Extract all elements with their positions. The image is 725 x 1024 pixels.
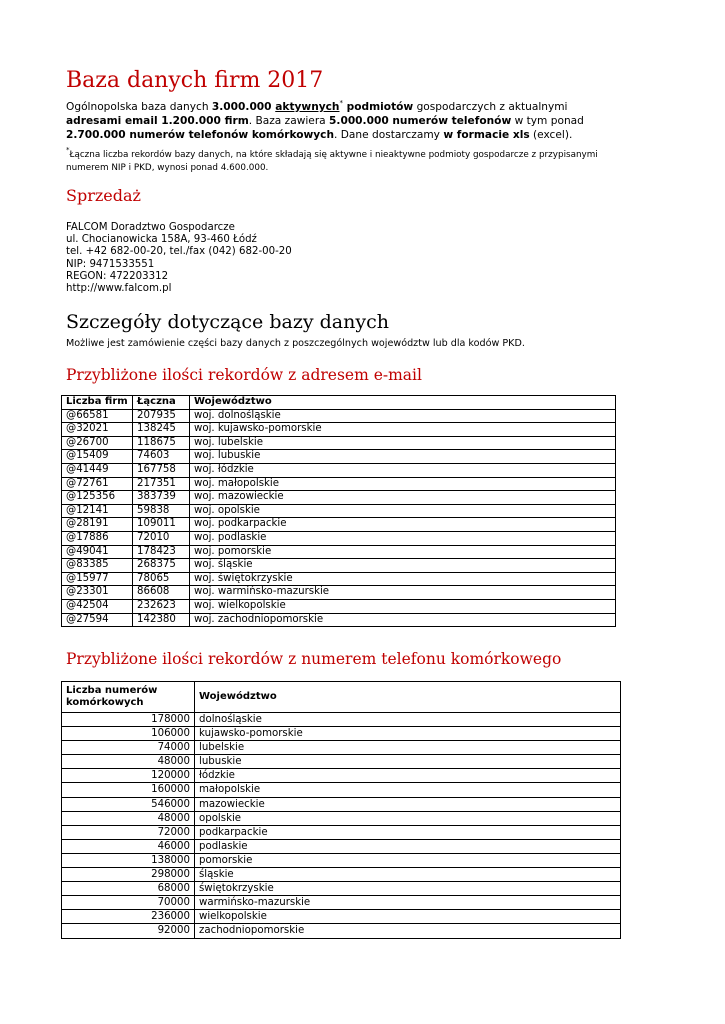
cell-voivodeship: woj. małopolskie (190, 477, 616, 491)
cell-voivodeship: woj. zachodniopomorskie (190, 613, 616, 627)
contact-regon: REGON: 472203312 (66, 270, 169, 282)
cell-total: 207935 (133, 409, 190, 423)
cell-mobile-count: 92000 (62, 924, 195, 938)
cell-voivodeship: woj. wielkopolskie (190, 599, 616, 613)
cell-voivodeship: woj. warmińsko-mazurskie (190, 586, 616, 600)
cell-mobile-count: 138000 (62, 853, 195, 867)
cell-mobile-count: 74000 (62, 741, 195, 755)
cell-firms: @26700 (62, 436, 133, 450)
cell-mobile-count: 48000 (62, 755, 195, 769)
cell-voivodeship: woj. opolskie (190, 504, 616, 518)
contact-company: FALCOM Doradztwo Gospodarcze (66, 222, 235, 233)
intro-text-4: w tym ponad (511, 115, 584, 127)
cell-voivodeship: woj. podkarpackie (190, 518, 616, 532)
table-row (62, 586, 616, 600)
table-row (62, 811, 621, 825)
table-row (62, 882, 621, 896)
cell-voivodeship: opolskie (195, 811, 621, 825)
intro-text-2: gospodarczych z aktualnymi (413, 101, 568, 113)
cell-mobile-count: 48000 (62, 811, 195, 825)
intro-format: w formacie xls (443, 129, 530, 141)
intro-text-5: . Dane dostarczamy (334, 129, 444, 141)
cell-total: 109011 (133, 518, 190, 532)
table-row (62, 599, 616, 613)
contact-nip: NIP: 9471533551 (66, 258, 155, 270)
cell-total: 59838 (133, 504, 190, 518)
table-row (62, 613, 616, 627)
table-row (62, 436, 616, 450)
cell-total: 232623 (133, 599, 190, 613)
cell-mobile-count: 178000 (62, 713, 195, 727)
email-col-firms: Liczba firm (62, 396, 133, 410)
cell-total: 86608 (133, 586, 190, 600)
table-row (62, 491, 616, 505)
phone-section-heading: Przybliżone ilości rekordów z numerem telefonu komórkowego (66, 650, 562, 668)
cell-mobile-count: 546000 (62, 797, 195, 811)
phone-records-table (61, 681, 621, 939)
cell-mobile-count: 72000 (62, 825, 195, 839)
cell-total: 74603 (133, 450, 190, 464)
cell-mobile-count: 106000 (62, 727, 195, 741)
table-row (62, 504, 616, 518)
cell-firms: @32021 (62, 423, 133, 437)
table-row (62, 477, 616, 491)
cell-total: 167758 (133, 463, 190, 477)
cell-total: 383739 (133, 491, 190, 505)
cell-mobile-count: 68000 (62, 882, 195, 896)
cell-voivodeship: lubelskie (195, 741, 621, 755)
table-row (62, 755, 621, 769)
email-records-table (61, 395, 616, 627)
cell-voivodeship: podlaskie (195, 839, 621, 853)
cell-voivodeship: woj. podlaskie (190, 531, 616, 545)
cell-voivodeship: warmińsko-mazurskie (195, 896, 621, 910)
table-row (62, 868, 621, 882)
table-row (62, 783, 621, 797)
email-col-voivodeship: Województwo (190, 396, 616, 410)
table-row (62, 713, 621, 727)
intro-text-3: . Baza zawiera (248, 115, 330, 127)
cell-total: 78065 (133, 572, 190, 586)
intro-mobile-count: 2.700.000 numerów telefonów komórkowych (66, 129, 334, 141)
email-section-heading: Przybliżone ilości rekordów z adresem e-mail (66, 366, 422, 384)
cell-voivodeship: woj. mazowieckie (190, 491, 616, 505)
email-col-total: Łączna (133, 396, 190, 410)
cell-voivodeship: świętokrzyskie (195, 882, 621, 896)
table-row (62, 409, 616, 423)
table-row (62, 839, 621, 853)
phone-col-count: Liczba numerów komórkowych (62, 682, 195, 713)
cell-total: 118675 (133, 436, 190, 450)
intro-email-count: adresami email 1.200.000 firm (66, 115, 249, 127)
cell-firms: @49041 (62, 545, 133, 559)
page-title: Baza danych firm 2017 (66, 68, 324, 93)
cell-voivodeship: podkarpackie (195, 825, 621, 839)
phone-col-voivodeship: Województwo (195, 682, 621, 713)
table-row (62, 825, 621, 839)
email-table-header (62, 396, 616, 410)
cell-voivodeship: woj. świętokrzyskie (190, 572, 616, 586)
table-row (62, 727, 621, 741)
intro-footnote-mark: * (339, 99, 343, 107)
intro-count-firms: 3.000.000 (211, 101, 276, 113)
cell-voivodeship: kujawsko-pomorskie (195, 727, 621, 741)
table-row (62, 559, 616, 573)
cell-voivodeship: woj. lubelskie (190, 436, 616, 450)
intro-text-6: (excel). (529, 129, 573, 141)
cell-mobile-count: 46000 (62, 839, 195, 853)
intro-entities: podmiotów (342, 101, 414, 113)
cell-total: 142380 (133, 613, 190, 627)
cell-mobile-count: 70000 (62, 896, 195, 910)
cell-voivodeship: woj. dolnośląskie (190, 409, 616, 423)
phone-table-header (62, 682, 621, 713)
cell-firms: @15409 (62, 450, 133, 464)
table-row (62, 423, 616, 437)
contact-block (66, 222, 292, 295)
cell-firms: @17886 (62, 531, 133, 545)
table-row (62, 463, 616, 477)
cell-voivodeship: woj. śląskie (190, 559, 616, 573)
contact-address: ul. Chocianowicka 158A, 93-460 Łódź (66, 234, 257, 246)
footnote-mark: * (66, 146, 70, 154)
cell-voivodeship: pomorskie (195, 853, 621, 867)
cell-voivodeship: zachodniopomorskie (195, 924, 621, 938)
details-text: Możliwe jest zamówienie części bazy danych z poszczególnych województw lub dla kodów PKD. (66, 338, 525, 349)
cell-firms: @28191 (62, 518, 133, 532)
footnote (66, 146, 626, 175)
table-row (62, 450, 616, 464)
table-row (62, 853, 621, 867)
cell-mobile-count: 298000 (62, 868, 195, 882)
cell-firms: @15977 (62, 572, 133, 586)
cell-firms: @66581 (62, 409, 133, 423)
cell-voivodeship: lubuskie (195, 755, 621, 769)
cell-total: 217351 (133, 477, 190, 491)
cell-total: 268375 (133, 559, 190, 573)
table-row (62, 896, 621, 910)
cell-firms: @42504 (62, 599, 133, 613)
cell-voivodeship: wielkopolskie (195, 910, 621, 924)
table-row (62, 572, 616, 586)
cell-voivodeship: woj. pomorskie (190, 545, 616, 559)
contact-phone: tel. +42 682-00-20, tel./fax (042) 682-00-20 (66, 246, 292, 258)
footnote-text: Łączna liczba rekordów bazy danych, na które składają się aktywne i nieaktywne podmioty gospodarcze z przypisanymi numerem NIP i PKD, wynosi ponad 4.600.000. (66, 150, 598, 173)
table-row (62, 924, 621, 938)
cell-voivodeship: woj. kujawsko-pomorskie (190, 423, 616, 437)
cell-voivodeship: mazowieckie (195, 797, 621, 811)
intro-paragraph (66, 100, 626, 142)
sales-heading: Sprzedaż (66, 186, 141, 205)
contact-website[interactable]: http://www.falcom.pl (66, 283, 172, 295)
intro-phone-count: 5.000.000 numerów telefonów (329, 115, 512, 127)
cell-mobile-count: 160000 (62, 783, 195, 797)
cell-voivodeship: woj. lubuskie (190, 450, 616, 464)
table-row (62, 797, 621, 811)
cell-total: 138245 (133, 423, 190, 437)
cell-voivodeship: małopolskie (195, 783, 621, 797)
table-row (62, 769, 621, 783)
intro-text-1: Ogólnopolska baza danych (66, 101, 212, 113)
table-row (62, 531, 616, 545)
table-row (62, 910, 621, 924)
cell-firms: @41449 (62, 463, 133, 477)
cell-firms: @72761 (62, 477, 133, 491)
table-row (62, 741, 621, 755)
details-heading: Szczegóły dotyczące bazy danych (66, 311, 389, 333)
cell-firms: @125356 (62, 491, 133, 505)
cell-firms: @23301 (62, 586, 133, 600)
cell-firms: @27594 (62, 613, 133, 627)
cell-mobile-count: 120000 (62, 769, 195, 783)
table-row (62, 518, 616, 532)
cell-voivodeship: śląskie (195, 868, 621, 882)
cell-firms: @83385 (62, 559, 133, 573)
table-row (62, 545, 616, 559)
intro-active: aktywnych (275, 101, 340, 113)
cell-voivodeship: dolnośląskie (195, 713, 621, 727)
cell-firms: @12141 (62, 504, 133, 518)
cell-mobile-count: 236000 (62, 910, 195, 924)
cell-voivodeship: woj. łódzkie (190, 463, 616, 477)
cell-voivodeship: łódzkie (195, 769, 621, 783)
cell-total: 178423 (133, 545, 190, 559)
cell-total: 72010 (133, 531, 190, 545)
